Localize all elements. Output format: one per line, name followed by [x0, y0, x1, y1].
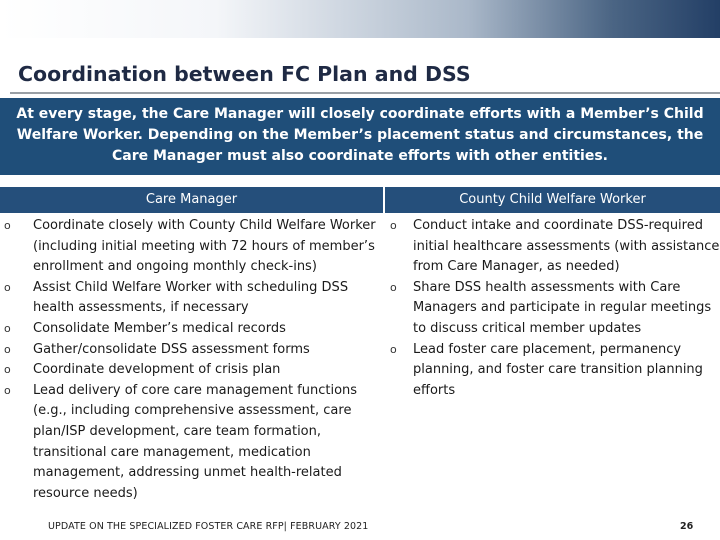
list-item: [0, 360, 383, 381]
bullet-icon: o: [4, 321, 11, 335]
bullet-icon: o: [390, 342, 397, 356]
list-item: [0, 381, 383, 505]
slide-title: Coordination between FC Plan and DSS: [18, 62, 471, 86]
list-item-text: Coordinate development of crisis plan: [33, 362, 281, 378]
bullet-icon: o: [4, 219, 11, 232]
list-item-text: Lead foster care placement, permanency planning, and foster care transition planning efforts: [413, 341, 703, 398]
bullet-icon: o: [4, 383, 11, 397]
title-divider: [10, 92, 720, 94]
list-item: [385, 278, 720, 340]
bullet-icon: o: [390, 219, 397, 232]
list-item: [0, 340, 383, 361]
list-item-text: Conduct intake and coordinate DSS-required initial healthcare assessments (with assistance from Care Manager, as needed): [413, 218, 720, 275]
header-gradient-band: [0, 0, 720, 38]
list-item-text: Lead delivery of core care management functions (e.g., including comprehensive assessment, care plan/ISP development, care team formation, transitional care management, medication management, addressing unmet health-related resource needs): [33, 382, 358, 501]
list-item-text: Assist Child Welfare Worker with scheduling DSS health assessments, if necessary: [33, 279, 349, 316]
bullet-icon: o: [4, 342, 11, 356]
intro-banner: At every stage, the Care Manager will closely coordinate efforts with a Member’s Child Welfare Worker. Depending on the Member’s placement status and circumstances, the Care Manager must also coordinate efforts with other entities.: [0, 98, 720, 175]
list-item-text: Consolidate Member’s medical records: [33, 320, 286, 336]
bullet-icon: o: [390, 280, 397, 294]
care-manager-list: [0, 216, 383, 504]
bullet-icon: o: [4, 363, 11, 377]
list-item-text: Share DSS health assessments with Care Managers and participate in regular meetings to discuss critical member updates: [413, 279, 712, 336]
column-header-care-manager: Care Manager: [0, 187, 383, 213]
bullet-icon: o: [4, 280, 11, 294]
list-item: [385, 216, 720, 278]
list-item: [0, 216, 383, 278]
page-number: 26: [680, 521, 694, 532]
child-welfare-worker-list: [385, 216, 720, 401]
list-item-text: Coordinate closely with County Child Welfare Worker (including initial meeting with 72 hours of member’s enrollment and ongoing monthly check-ins): [33, 218, 376, 275]
list-item-text: Gather/consolidate DSS assessment forms: [33, 341, 310, 357]
footer-text: UPDATE ON THE SPECIALIZED FOSTER CARE RFP| FEBRUARY 2021: [48, 521, 369, 532]
list-item: [0, 319, 383, 340]
column-header-child-welfare-worker: County Child Welfare Worker: [385, 187, 720, 213]
list-item: [0, 278, 383, 319]
list-item: [385, 340, 720, 402]
